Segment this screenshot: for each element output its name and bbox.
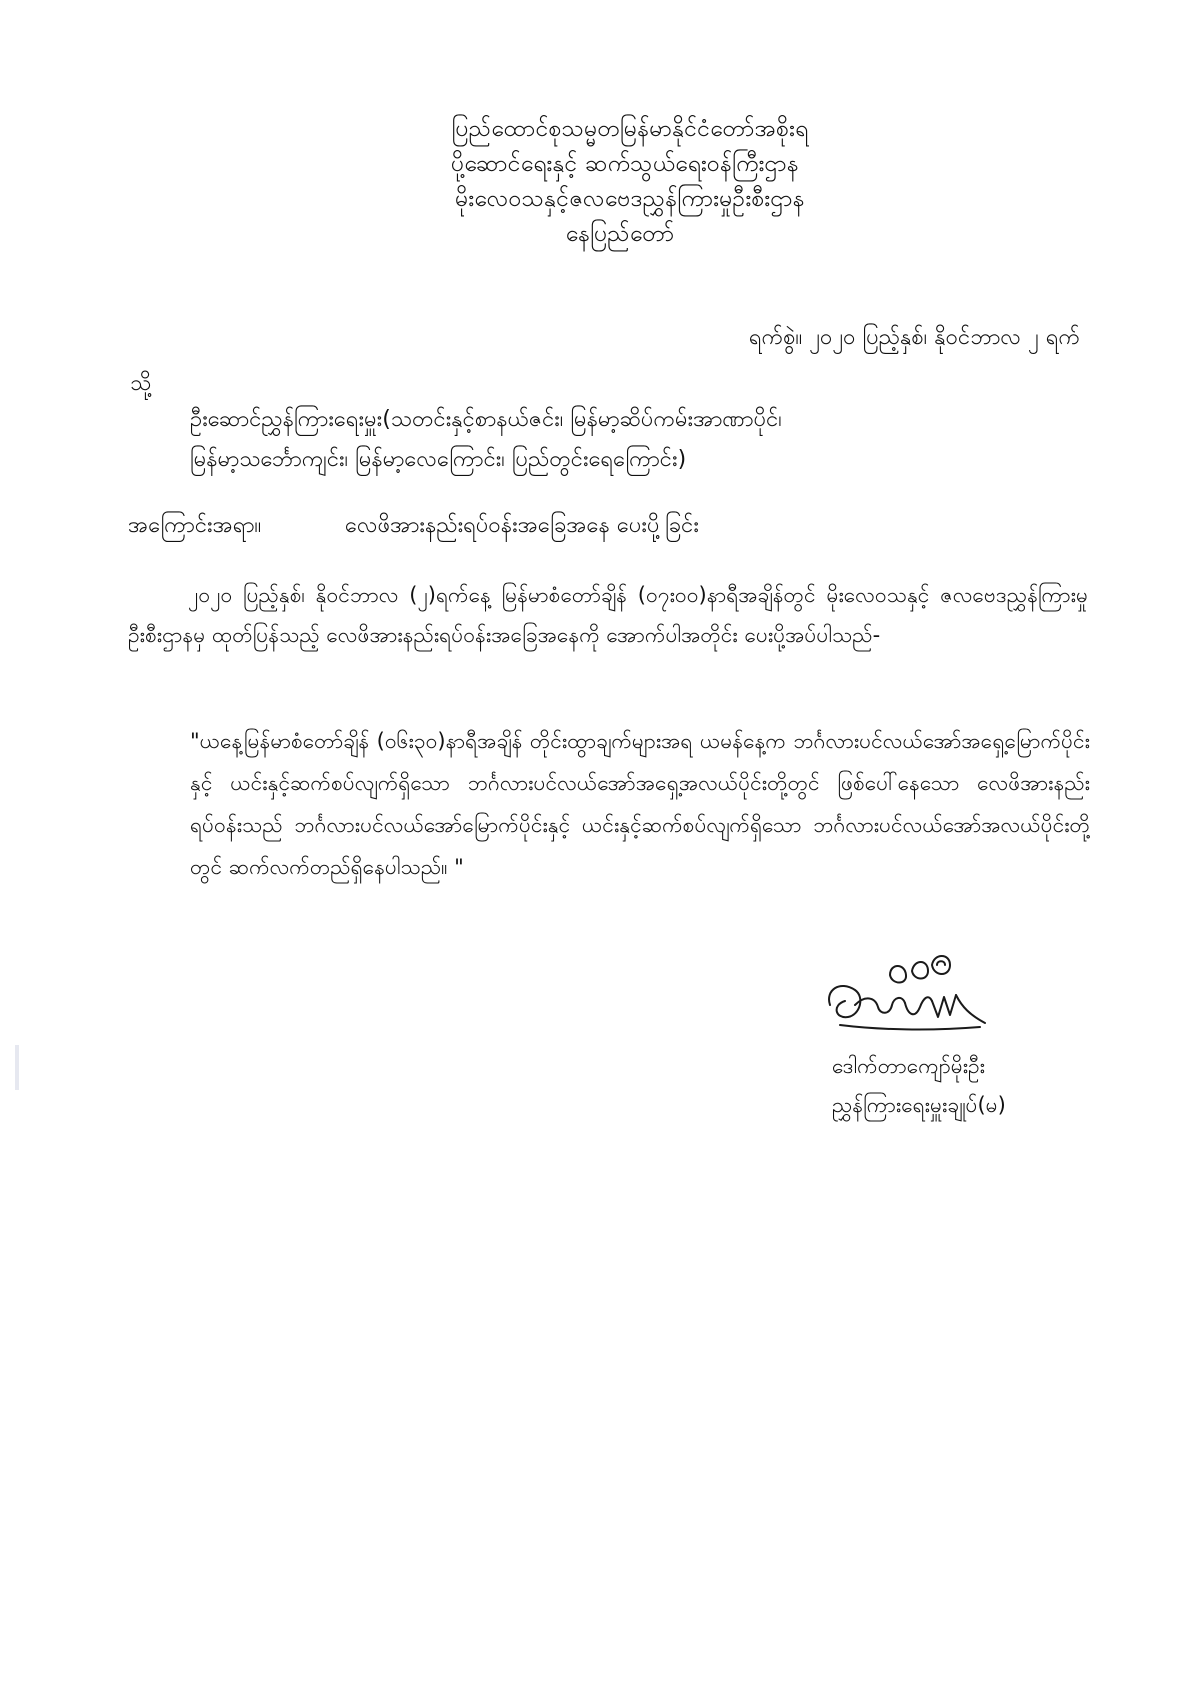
quoted-bulletin: "ယနေ့မြန်မာစံတော်ချိန် (၀၆း၃၀)နာရီအချိန် တိုင်းထွာချက်များအရ ယမန်နေ့က ဘင်္ဂလားပင်လယ်အော်အရှေ့မြောက်ပိုင်းနှင့် ယင်းနှင့်ဆက်စပ်လျက်ရှိသော ဘင်္ဂလားပင်လယ်အော်အရှေ့အလယ်ပိုင်းတို့တွင် ဖြစ်ပေါ်နေသော လေဖိအားနည်းရပ်ဝန်းသည် ဘင်္ဂလားပင်လယ်အော်မြောက်ပိုင်းနှင့် ယင်းနှင့်ဆက်စပ်လျက်ရှိသော ဘင်္ဂလားပင်လယ်အော်အလယ်ပိုင်းတို့တွင် ဆက်လက်တည်ရှိနေပါသည်။ " <box>190 729 1090 879</box>
signatory-name: ဒေါက်တာကျော်မိုးဦး <box>832 1054 986 1078</box>
government-name: ပြည်ထောင်စုသမ္မတမြန်မာနိုင်ငံတော်အစိုးရ <box>451 116 809 142</box>
body-paragraph: ၂၀၂၀ ပြည့်နှစ်၊ နိုဝင်ဘာလ (၂)ရက်နေ့ မြန်မာစံတော်ချိန် (၀၇း၀၀)နာရီအချိန်တွင် မိုးလေဝသနှင့် ဇလဗေဒညွှန်ကြားမှုဦးစီးဌာနမှ ထုတ်ပြန်သည့် လေဖိအားနည်းရပ်ဝန်းအခြေအနေကို အောက်ပါအတိုင်း ပေးပို့အပ်ပါသည်- <box>128 583 1088 647</box>
letterhead <box>0 112 1200 252</box>
subject-line <box>128 510 699 543</box>
body-paragraph-block <box>128 575 1088 655</box>
ministry-name: ပို့ဆောင်ရေးနှင့် ဆက်သွယ်ရေးဝန်ကြီးဌာန <box>450 151 800 177</box>
handwritten-signature <box>820 935 995 1045</box>
signatory-title: ညွှန်ကြားရေးမှူးချုပ်(မ) <box>832 1093 1006 1117</box>
addressee-block <box>190 400 1090 480</box>
subject-text: လေဖိအားနည်းရပ်ဝန်းအခြေအနေ ပေးပို့ခြင်း <box>345 513 699 538</box>
addressee-line-1: ဦးဆောင်ညွှန်ကြားရေးမှူး(သတင်းနှင့်စာနယ်ဇင်း၊ မြန်မာ့ဆိပ်ကမ်းအာဏာပိုင်၊ <box>190 407 782 432</box>
letter-date: ရက်စွဲ။ ၂၀၂၀ ပြည့်နှစ်၊ နိုဝင်ဘာလ ၂ ရက် <box>749 325 1080 350</box>
city-name: နေပြည်တော် <box>565 221 675 247</box>
to-label: သို့ <box>130 371 152 396</box>
subject-label: အကြောင်းအရာ။ <box>128 513 262 538</box>
department-name: မိုးလေဝသနှင့်ဇလဗေဒညွှန်ကြားမှုဦးစီးဌာန <box>455 186 805 212</box>
scan-margin-mark <box>15 1045 19 1090</box>
addressee-line-2: မြန်မာ့သင်္ဘောကျင်း၊ မြန်မာ့လေကြောင်း၊ ပြည်တွင်းရေကြောင်း) <box>190 447 687 472</box>
